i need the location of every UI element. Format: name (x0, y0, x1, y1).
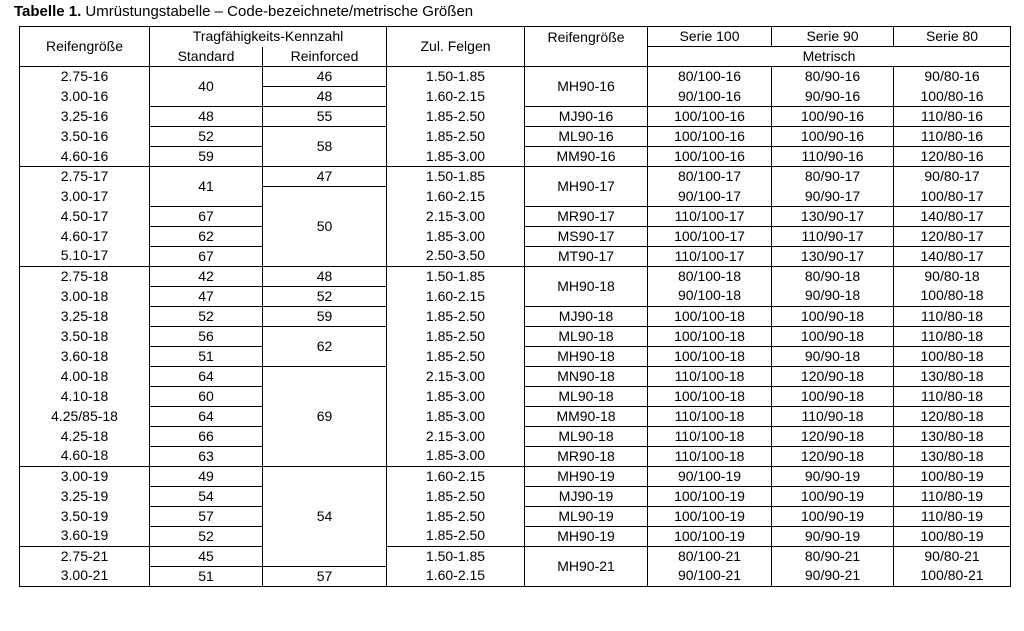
rim-cell: 1.85-2.50 (387, 107, 525, 127)
tire-size-cell: 4.60-18 (20, 446, 150, 466)
series-100-cell: 100/100-18 (648, 346, 772, 366)
series-100-cell: 90/100-18 (648, 286, 772, 306)
series-80-cell: 130/80-18 (894, 426, 1011, 446)
series-100-cell: 100/100-19 (648, 486, 772, 506)
series-80-cell: 110/80-19 (894, 506, 1011, 526)
rim-cell: 1.50-1.85 (387, 266, 525, 286)
header-reifengroesse: Reifengröße (20, 27, 150, 67)
standard-load-cell: 47 (150, 286, 263, 306)
header-reinforced: Reinforced (263, 47, 387, 67)
rim-cell: 2.50-3.50 (387, 246, 525, 266)
code-size-cell: MH90-16 (525, 67, 648, 107)
standard-load-cell: 66 (150, 426, 263, 446)
standard-load-cell: 60 (150, 386, 263, 406)
code-size-cell: MJ90-18 (525, 306, 648, 326)
reinforced-load-cell: 69 (263, 366, 387, 466)
table-row (20, 406, 1011, 426)
table-row (20, 246, 1011, 266)
series-80-cell: 90/80-18 (894, 266, 1011, 286)
series-100-cell: 100/100-18 (648, 326, 772, 346)
table-row (20, 526, 1011, 546)
tire-size-cell: 3.25-18 (20, 306, 150, 326)
tire-size-cell: 3.50-18 (20, 326, 150, 346)
table-row (20, 206, 1011, 226)
tire-size-cell: 4.25/85-18 (20, 406, 150, 426)
series-90-cell: 80/90-17 (772, 167, 894, 187)
code-size-cell: MJ90-16 (525, 107, 648, 127)
reinforced-load-cell: 52 (263, 286, 387, 306)
reinforced-load-cell: 48 (263, 87, 387, 107)
reinforced-load-cell: 47 (263, 167, 387, 187)
series-90-cell: 120/90-18 (772, 446, 894, 466)
rim-cell: 1.85-2.50 (387, 526, 525, 546)
reinforced-load-cell: 55 (263, 107, 387, 127)
series-90-cell: 80/90-16 (772, 67, 894, 87)
series-80-cell: 110/80-18 (894, 386, 1011, 406)
series-100-cell: 110/100-17 (648, 206, 772, 226)
standard-load-cell: 45 (150, 546, 263, 566)
rim-cell: 1.85-2.50 (387, 346, 525, 366)
table-caption (14, 3, 473, 20)
code-size-cell: MH90-19 (525, 466, 648, 486)
series-80-cell: 130/80-18 (894, 446, 1011, 466)
series-90-cell: 110/90-16 (772, 147, 894, 167)
standard-load-cell: 48 (150, 107, 263, 127)
tire-size-cell: 4.10-18 (20, 386, 150, 406)
standard-load-cell: 67 (150, 246, 263, 266)
table-row (20, 67, 1011, 87)
table-row (20, 426, 1011, 446)
series-90-cell: 90/90-19 (772, 526, 894, 546)
caption-text: Umrüstungstabelle – Code-bezeichnete/metrische Größen (81, 3, 474, 20)
series-80-cell: 140/80-17 (894, 246, 1011, 266)
rim-cell: 1.85-2.50 (387, 506, 525, 526)
series-80-cell: 90/80-16 (894, 67, 1011, 87)
table-row (20, 446, 1011, 466)
series-90-cell: 130/90-17 (772, 206, 894, 226)
tire-size-cell: 5.10-17 (20, 246, 150, 266)
reinforced-load-cell: 54 (263, 466, 387, 566)
tire-size-cell: 3.00-18 (20, 286, 150, 306)
series-100-cell: 90/100-16 (648, 87, 772, 107)
series-100-cell: 100/100-18 (648, 306, 772, 326)
series-100-cell: 80/100-17 (648, 167, 772, 187)
tire-size-cell: 3.50-16 (20, 127, 150, 147)
series-100-cell: 90/100-17 (648, 187, 772, 207)
series-80-cell: 100/80-17 (894, 187, 1011, 207)
header-metrisch: Metrisch (648, 47, 1011, 67)
tire-size-cell: 3.00-16 (20, 87, 150, 107)
rim-cell: 1.60-2.15 (387, 566, 525, 586)
table-row (20, 167, 1011, 187)
series-90-cell: 120/90-18 (772, 366, 894, 386)
code-size-cell: MH90-21 (525, 546, 648, 586)
rim-cell: 1.85-2.50 (387, 306, 525, 326)
tire-size-cell: 4.60-16 (20, 147, 150, 167)
tire-size-cell: 2.75-18 (20, 266, 150, 286)
series-90-cell: 90/90-18 (772, 346, 894, 366)
series-80-cell: 110/80-16 (894, 127, 1011, 147)
code-size-cell: MR90-18 (525, 446, 648, 466)
header-standard: Standard (150, 47, 263, 67)
reinforced-load-cell: 58 (263, 127, 387, 167)
tire-size-cell: 3.00-19 (20, 466, 150, 486)
standard-load-cell: 41 (150, 167, 263, 207)
series-90-cell: 100/90-18 (772, 306, 894, 326)
series-90-cell: 80/90-18 (772, 266, 894, 286)
standard-load-cell: 64 (150, 406, 263, 426)
series-80-cell: 110/80-16 (894, 107, 1011, 127)
series-100-cell: 80/100-18 (648, 266, 772, 286)
series-90-cell: 100/90-19 (772, 486, 894, 506)
series-80-cell: 110/80-19 (894, 486, 1011, 506)
series-100-cell: 110/100-18 (648, 406, 772, 426)
series-90-cell: 90/90-21 (772, 566, 894, 586)
reinforced-load-cell: 48 (263, 266, 387, 286)
standard-load-cell: 59 (150, 147, 263, 167)
standard-load-cell: 62 (150, 226, 263, 246)
tire-size-cell: 2.75-16 (20, 67, 150, 87)
standard-load-cell: 52 (150, 306, 263, 326)
conversion-table (19, 26, 1011, 587)
code-size-cell: MH90-18 (525, 266, 648, 306)
tire-size-cell: 3.00-17 (20, 187, 150, 207)
table-row (20, 346, 1011, 366)
series-80-cell: 110/80-18 (894, 306, 1011, 326)
rim-cell: 1.85-2.50 (387, 326, 525, 346)
table-row (20, 306, 1011, 326)
code-size-cell: ML90-18 (525, 326, 648, 346)
caption-prefix: Tabelle 1. (14, 3, 82, 20)
series-90-cell: 100/90-18 (772, 326, 894, 346)
table-row (20, 326, 1011, 346)
code-size-cell: MM90-18 (525, 406, 648, 426)
table-row (20, 147, 1011, 167)
rim-cell: 1.50-1.85 (387, 167, 525, 187)
standard-load-cell: 51 (150, 566, 263, 586)
series-80-cell: 130/80-18 (894, 366, 1011, 386)
table-row (20, 546, 1011, 566)
tire-size-cell: 3.50-19 (20, 506, 150, 526)
code-size-cell: MS90-17 (525, 226, 648, 246)
rim-cell: 1.85-3.00 (387, 386, 525, 406)
series-100-cell: 100/100-19 (648, 506, 772, 526)
table-row (20, 226, 1011, 246)
standard-load-cell: 67 (150, 206, 263, 226)
code-size-cell: MH90-18 (525, 346, 648, 366)
series-100-cell: 100/100-17 (648, 226, 772, 246)
standard-load-cell: 52 (150, 526, 263, 546)
standard-load-cell: 51 (150, 346, 263, 366)
tire-size-cell: 4.00-18 (20, 366, 150, 386)
tire-size-cell: 3.25-19 (20, 486, 150, 506)
standard-load-cell: 56 (150, 326, 263, 346)
tire-size-cell: 3.60-19 (20, 526, 150, 546)
table-row (20, 506, 1011, 526)
standard-load-cell: 42 (150, 266, 263, 286)
series-90-cell: 90/90-18 (772, 286, 894, 306)
table-row (20, 466, 1011, 486)
header-serie-90: Serie 90 (772, 27, 894, 47)
series-100-cell: 100/100-19 (648, 526, 772, 546)
rim-cell: 1.85-2.50 (387, 127, 525, 147)
series-90-cell: 80/90-21 (772, 546, 894, 566)
header-reifengroesse-code: Reifengröße (525, 27, 648, 67)
series-100-cell: 110/100-18 (648, 366, 772, 386)
series-80-cell: 120/80-16 (894, 147, 1011, 167)
series-80-cell: 100/80-18 (894, 346, 1011, 366)
series-90-cell: 90/90-19 (772, 466, 894, 486)
standard-load-cell: 64 (150, 366, 263, 386)
tire-size-cell: 3.60-18 (20, 346, 150, 366)
table-row (20, 107, 1011, 127)
series-100-cell: 100/100-16 (648, 147, 772, 167)
series-80-cell: 140/80-17 (894, 206, 1011, 226)
tire-size-cell: 2.75-21 (20, 546, 150, 566)
code-size-cell: ML90-18 (525, 426, 648, 446)
rim-cell: 1.85-2.50 (387, 486, 525, 506)
rim-cell: 1.50-1.85 (387, 67, 525, 87)
series-100-cell: 100/100-16 (648, 127, 772, 147)
rim-cell: 1.85-3.00 (387, 147, 525, 167)
code-size-cell: MJ90-19 (525, 486, 648, 506)
series-90-cell: 90/90-17 (772, 187, 894, 207)
series-100-cell: 110/100-18 (648, 446, 772, 466)
reinforced-load-cell: 46 (263, 67, 387, 87)
rim-cell: 1.60-2.15 (387, 87, 525, 107)
table-row (20, 366, 1011, 386)
rim-cell: 1.60-2.15 (387, 187, 525, 207)
series-90-cell: 100/90-18 (772, 386, 894, 406)
tire-size-cell: 4.60-17 (20, 226, 150, 246)
series-80-cell: 100/80-16 (894, 87, 1011, 107)
reinforced-load-cell: 62 (263, 326, 387, 366)
series-90-cell: 120/90-18 (772, 426, 894, 446)
table-row (20, 127, 1011, 147)
code-size-cell: ML90-19 (525, 506, 648, 526)
series-80-cell: 110/80-18 (894, 326, 1011, 346)
rim-cell: 1.85-3.00 (387, 226, 525, 246)
header-serie-80: Serie 80 (894, 27, 1011, 47)
reinforced-load-cell: 50 (263, 187, 387, 267)
table-body (20, 67, 1011, 587)
series-100-cell: 90/100-21 (648, 566, 772, 586)
code-size-cell: MT90-17 (525, 246, 648, 266)
code-size-cell: ML90-16 (525, 127, 648, 147)
tire-size-cell: 4.50-17 (20, 206, 150, 226)
code-size-cell: ML90-18 (525, 386, 648, 406)
table-row (20, 486, 1011, 506)
series-100-cell: 80/100-16 (648, 67, 772, 87)
series-100-cell: 90/100-19 (648, 466, 772, 486)
series-90-cell: 110/90-17 (772, 226, 894, 246)
table-row (20, 286, 1011, 306)
series-80-cell: 90/80-17 (894, 167, 1011, 187)
header-felgen: Zul. Felgen (387, 27, 525, 67)
series-100-cell: 100/100-16 (648, 107, 772, 127)
series-100-cell: 110/100-17 (648, 246, 772, 266)
series-80-cell: 120/80-17 (894, 226, 1011, 246)
code-size-cell: MM90-16 (525, 147, 648, 167)
standard-load-cell: 57 (150, 506, 263, 526)
series-80-cell: 120/80-18 (894, 406, 1011, 426)
reinforced-load-cell: 57 (263, 566, 387, 586)
rim-cell: 2.15-3.00 (387, 206, 525, 226)
tire-size-cell: 3.25-16 (20, 107, 150, 127)
rim-cell: 1.60-2.15 (387, 466, 525, 486)
code-size-cell: MH90-17 (525, 167, 648, 207)
series-90-cell: 130/90-17 (772, 246, 894, 266)
rim-cell: 1.60-2.15 (387, 286, 525, 306)
standard-load-cell: 63 (150, 446, 263, 466)
standard-load-cell: 54 (150, 486, 263, 506)
standard-load-cell: 49 (150, 466, 263, 486)
series-100-cell: 110/100-18 (648, 426, 772, 446)
series-90-cell: 100/90-16 (772, 127, 894, 147)
table-row (20, 566, 1011, 586)
reinforced-load-cell: 59 (263, 306, 387, 326)
series-90-cell: 90/90-16 (772, 87, 894, 107)
series-100-cell: 80/100-21 (648, 546, 772, 566)
series-90-cell: 100/90-16 (772, 107, 894, 127)
series-80-cell: 100/80-19 (894, 466, 1011, 486)
series-90-cell: 110/90-18 (772, 406, 894, 426)
code-size-cell: MR90-17 (525, 206, 648, 226)
rim-cell: 2.15-3.00 (387, 426, 525, 446)
table-row (20, 266, 1011, 286)
header-serie-100: Serie 100 (648, 27, 772, 47)
rim-cell: 2.15-3.00 (387, 366, 525, 386)
series-80-cell: 90/80-21 (894, 546, 1011, 566)
header-tragfaehigkeit: Tragfähigkeits-Kennzahl (150, 27, 387, 47)
rim-cell: 1.85-3.00 (387, 406, 525, 426)
rim-cell: 1.50-1.85 (387, 546, 525, 566)
tire-size-cell: 4.25-18 (20, 426, 150, 446)
standard-load-cell: 52 (150, 127, 263, 147)
series-100-cell: 100/100-18 (648, 386, 772, 406)
tire-size-cell: 2.75-17 (20, 167, 150, 187)
standard-load-cell: 40 (150, 67, 263, 107)
series-90-cell: 100/90-19 (772, 506, 894, 526)
series-80-cell: 100/80-21 (894, 566, 1011, 586)
series-80-cell: 100/80-19 (894, 526, 1011, 546)
code-size-cell: MH90-19 (525, 526, 648, 546)
table-row (20, 386, 1011, 406)
series-80-cell: 100/80-18 (894, 286, 1011, 306)
tire-size-cell: 3.00-21 (20, 566, 150, 586)
rim-cell: 1.85-3.00 (387, 446, 525, 466)
code-size-cell: MN90-18 (525, 366, 648, 386)
